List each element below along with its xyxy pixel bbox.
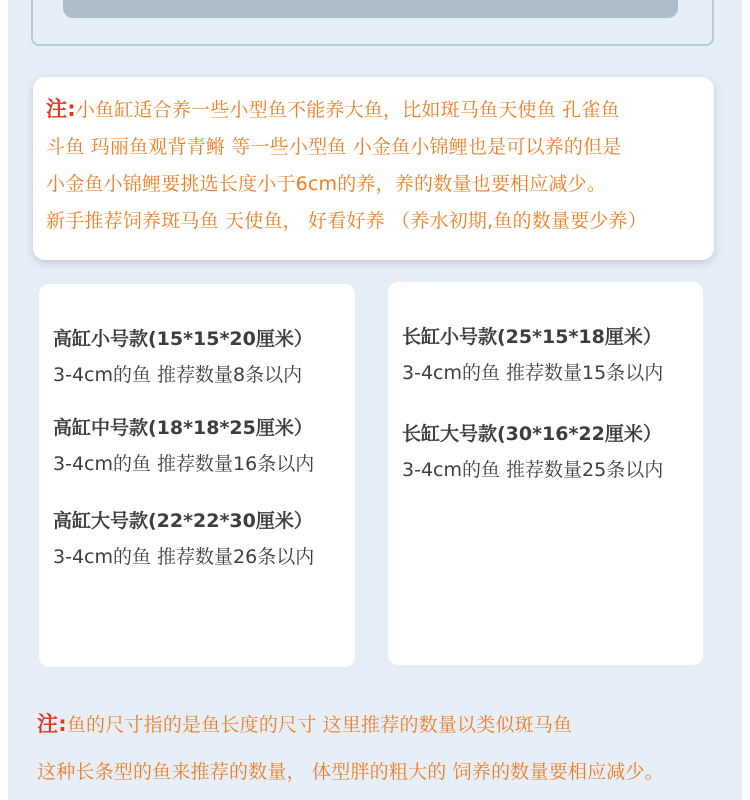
bottom-note-prefix: 注: [37, 712, 67, 736]
bottom-note-line-1: 注:鱼的尺寸指的是鱼长度的尺寸 这里推荐的数量以类似斑马鱼 [37, 712, 573, 736]
tank-title: 长缸小号款(25*15*18厘米） [402, 326, 662, 348]
tank-recommendation: 3-4cm的鱼 推荐数量26条以内 [53, 546, 315, 568]
tall-tank-large [53, 507, 314, 572]
tank-recommendation: 3-4cm的鱼 推荐数量16条以内 [53, 453, 315, 475]
tank-title: 高缸中号款(18*18*25厘米） [53, 417, 313, 439]
note-line-2: 斗鱼 玛丽鱼观背青鳉 等一些小型鱼 小金鱼小锦鲤也是可以养的但是 [46, 136, 622, 158]
top-image-bar [63, 0, 678, 18]
tall-tank-small [53, 325, 313, 390]
note-card [33, 77, 714, 260]
tank-title: 长缸大号款(30*16*22厘米） [402, 423, 662, 445]
tall-tank-card [39, 284, 355, 667]
note-line-4: 新手推荐饲养斑马鱼 天使鱼， 好看好养 （养水初期,鱼的数量要少养） [46, 210, 647, 232]
bottom-note [37, 707, 737, 789]
note-line-3: 小金鱼小锦鲤要挑选长度小于6cm的养，养的数量也要相应减少。 [46, 173, 607, 195]
long-tank-card [388, 282, 703, 665]
bottom-note-line-2: 这种长条型的鱼来推荐的数量， 体型胖的粗大的 饲养的数量要相应减少。 [37, 761, 664, 783]
tank-title: 高缸大号款(22*22*30厘米） [53, 510, 313, 532]
note-line-1: 注:小鱼缸适合养一些小型鱼不能养大鱼，比如斑马鱼天使鱼 孔雀鱼 [46, 97, 620, 121]
long-tank-small [402, 323, 663, 388]
tank-recommendation: 3-4cm的鱼 推荐数量8条以内 [53, 364, 303, 386]
tank-title: 高缸小号款(15*15*20厘米） [53, 328, 313, 350]
tank-recommendation: 3-4cm的鱼 推荐数量25条以内 [402, 459, 664, 481]
long-tank-large [402, 420, 663, 485]
tall-tank-medium [53, 414, 314, 479]
tank-recommendation: 3-4cm的鱼 推荐数量15条以内 [402, 362, 664, 384]
note-prefix: 注: [46, 97, 76, 121]
